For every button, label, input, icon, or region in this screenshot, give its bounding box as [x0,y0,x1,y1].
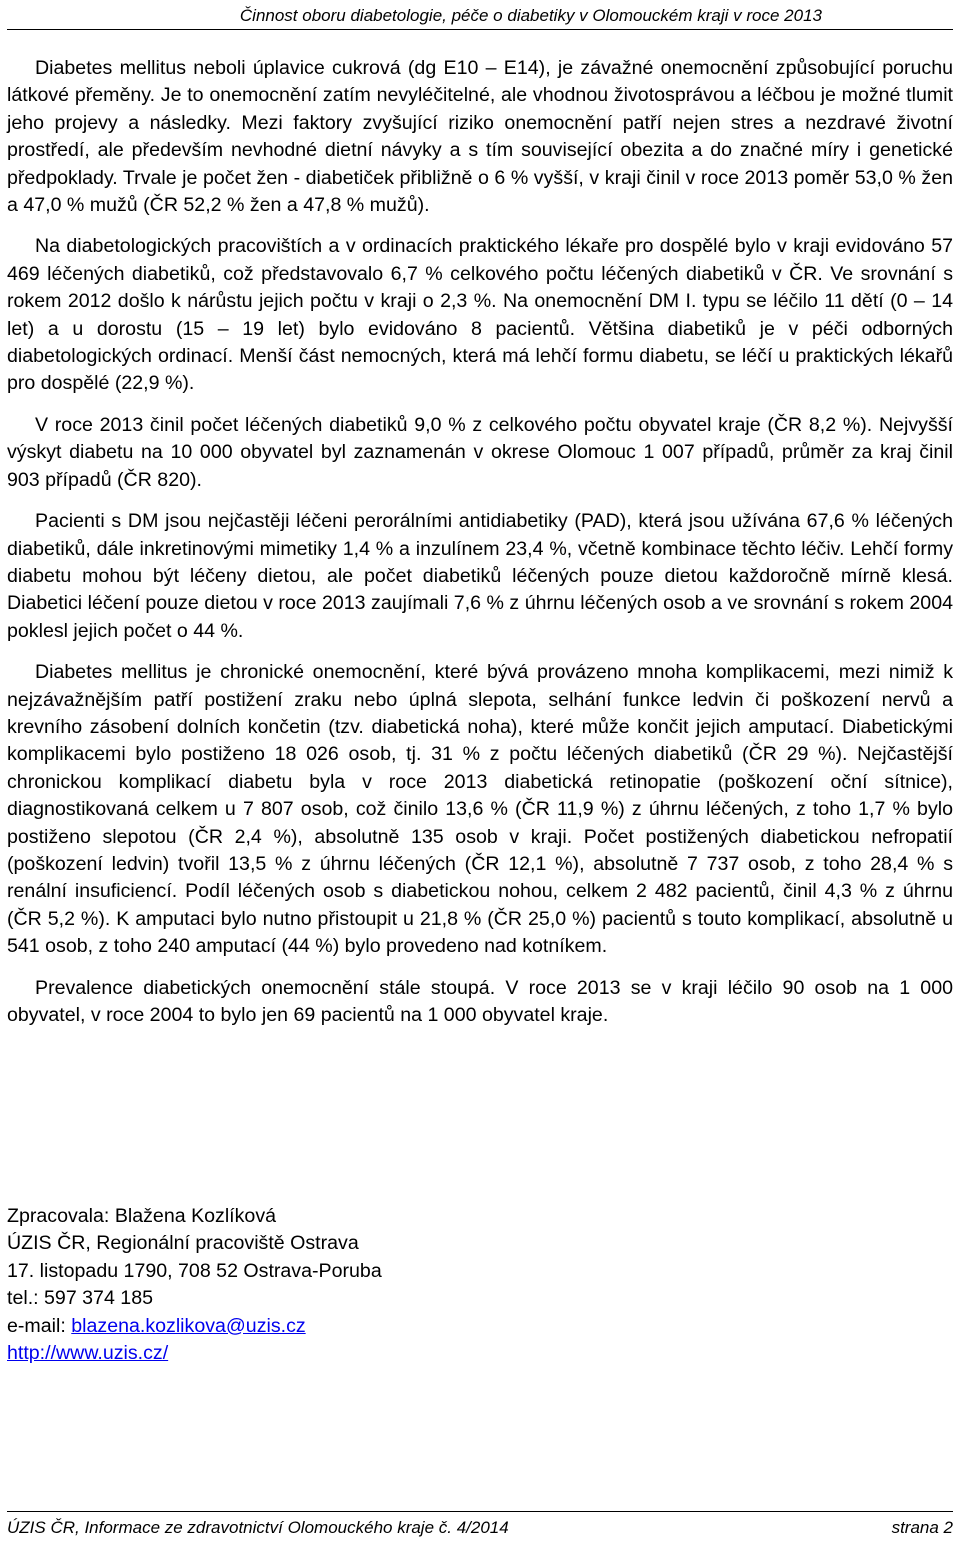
header-rule [7,29,953,30]
author-email-line [7,1313,382,1340]
header-title: Činnost oboru diabetologie, péče o diabetiky v Olomouckém kraji v roce 2013 [239,6,822,25]
email-link[interactable]: blazena.kozlikova@uzis.cz [71,1314,306,1337]
author-web-line [7,1340,382,1367]
author-name: Zpracovala: Blažena Kozlíková [7,1205,277,1227]
paragraph-prevalence-trend: Prevalence diabetických onemocnění stále stoupá. V roce 2013 se v kraji léčilo 90 osob na 1 000 obyvatel, v roce 2004 to bylo jen 69 pacientů na 1 000 obyvatel kraje. [7,976,953,1026]
paragraph-prevalence-region: V roce 2013 činil počet léčených diabetiků 9,0 % z celkového počtu obyvatel kraje (ČR 8,2 %). Nejvyšší výskyt diabetu na 10 000 obyvatel byl zaznamenán v okrese Olomouc 1 007 případů, průměr za kraj činil 903 případů (ČR 820). [7,413,953,491]
author-address: 17. listopadu 1790, 708 52 Ostrava-Poruba [7,1259,382,1282]
author-phone: tel.: 597 374 185 [7,1287,153,1310]
paragraph-treatment: Pacienti s DM jsou nejčastěji léčeni perorálními antidiabetiky (PAD), která jsou užívána 67,6 % léčených diabetiků, dále inkretinovými mimetiky 1,4 % a inzulínem 23,4 %, včetně kombinace těchto léčiv. Lehčí formy diabetu mohou být léčeny dietou, ale počet diabetiků léčených pouze dietou každoročně mírně klesá. Diabetici léčení pouze dietou v roce 2013 zaujímali 7,6 % z úhrnu léčených osob a ve srovnání s rokem 2004 poklesl jejich počet o 44 %. [7,510,953,642]
paragraph-registered-patients: Na diabetologických pracovištích a v ordinacích praktického lékaře pro dospělé bylo v kraji evidováno 57 469 léčených diabetiků, což představovalo 6,7 % celkového počtu léčených diabetiků v ČR. Ve srovnání s rokem 2012 došlo k nárůstu jejich počtu v kraji o 2,3 %. Na onemocnění DM I. typu se léčilo 11 dětí (0 – 14 let) a u dorostu (15 – 19 let) bylo evidováno 8 pacientů. Většina diabetiků je v péči odborných diabetologických ordinací. Menší část nemocných, která má lehčí formu diabetu, se léčí u praktických lékařů pro dospělé (22,9 %). [7,235,953,395]
author-block [7,1203,382,1367]
page-header [0,0,960,30]
paragraph-complications: Diabetes mellitus je chronické onemocnění, které bývá provázeno mnoha komplikacemi, mezi nimiž k nejzávažnějším patří postižení zraku nebo úplná slepota, selhání funkce ledvin či poškození nervů a krevního zásobení dolních končetin (tzv. diabetická noha), které může končit jejich amputací. Diabetickými komplikacemi bylo postiženo 18 026 osob, tj. 31 % z počtu léčených diabetiků (ČR 29 %). Nejčastější chronickou komplikací diabetu byla v roce 2013 diabetická retinopatie (poškození oční sítnice), diagnostikovaná celkem u 7 807 osob, což činilo 13,6 % (ČR 11,9 %) z úhrnu léčených, z toho 1,7 % bylo postiženo slepotou (ČR 2,4 %), absolutně 135 osob v kraji. Počet postižených diabetickou nefropatií (poškození ledvin) tvořil 13,5 % z úhrnu léčených (ČR 12,1 %), absolutně 7 737 osob, z toho 28,4 % s renální insuficiencí. Podíl léčených osob s diabetickou nohou, celkem 2 482 pacientů, činil 4,3 % z úhrnu (ČR 5,2 %). K amputaci bylo nutno přistoupit u 21,8 % (ČR 25,0 %) pacientů s touto komplikací, absolutně u 541 osob, z toho 240 amputací (44 %) bylo provedeno nad kotníkem. [7,661,953,958]
paragraph-intro: Diabetes mellitus neboli úplavice cukrová (dg E10 – E14), je závažné onemocnění způsobující poruchu látkové přeměny. Je to onemocnění zatím nevyléčitelné, ale vhodnou životosprávou a léčbou je možné tlumit jeho projevy a následky. Mezi faktory zvyšující riziko onemocnění patří nejen stres a nezdravé životní prostředí, ale především nevhodné dietní návyky a s tím související obezita a do značné míry i genetické předpoklady. Trvale je počet žen - diabetiček přibližně o 6 % vyšší, v kraji činil v roce 2013 poměr 53,0 % žen a 47,0 % mužů (ČR 52,2 % žen a 47,8 % mužů). [7,57,953,217]
website-link[interactable]: http://www.uzis.cz/ [7,1342,169,1365]
author-organization: ÚZIS ČR, Regionální pracoviště Ostrava [7,1232,359,1255]
footer-publication: ÚZIS ČR, Informace ze zdravotnictví Olomouckého kraje č. 4/2014 [7,1518,509,1537]
document-body [7,55,953,1043]
page-footer [7,1511,953,1541]
page-number: strana 2 [891,1518,953,1537]
email-label: e-mail: [7,1314,72,1337]
footer-rule [7,1511,953,1512]
